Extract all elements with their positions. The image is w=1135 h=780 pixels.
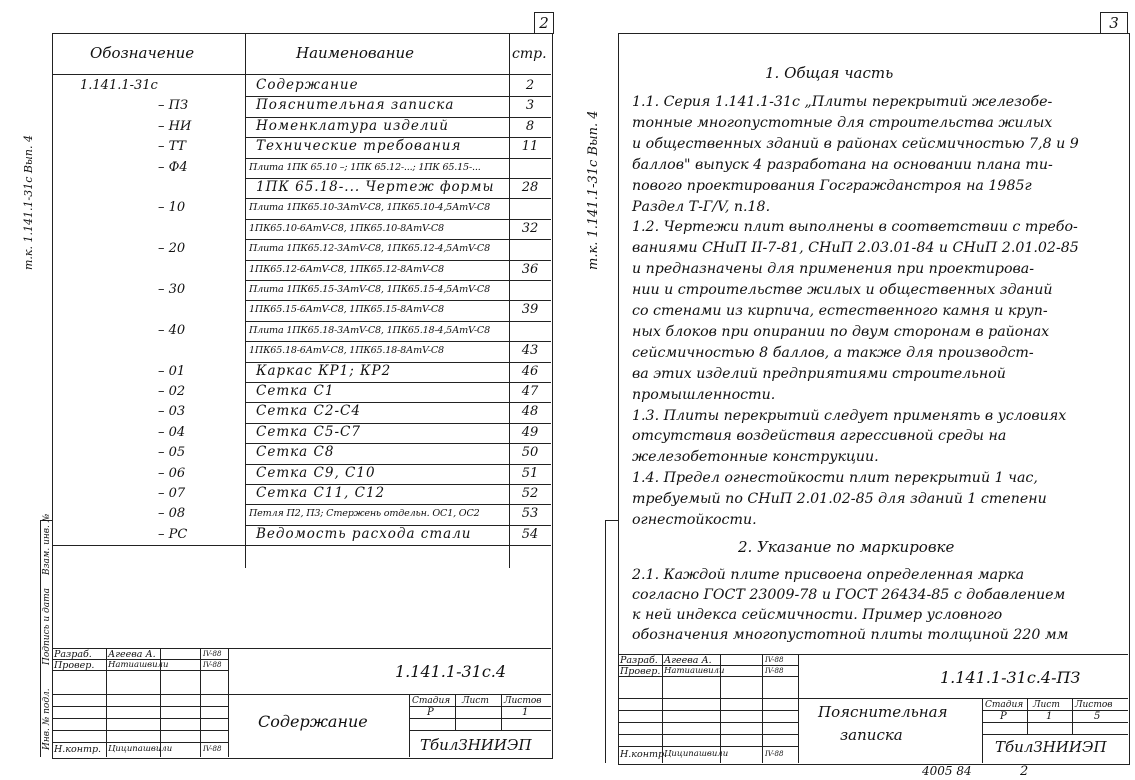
toc-row-name: Пояснительная записка (256, 97, 455, 114)
toc-row-code: – Ф4 (158, 159, 188, 175)
left-doc-title: Содержание (258, 712, 368, 731)
left-sheets-header: Листов (504, 696, 542, 706)
left-role-checker: Провер. (54, 660, 95, 671)
toc-row-line (245, 158, 551, 159)
toc-row-code: – 30 (158, 282, 186, 297)
toc-row-page: 36 (521, 261, 539, 277)
toc-row-code: – 07 (158, 486, 186, 501)
toc-row-name: Плита 1ПК65.12-3АтV-С8, 1ПК65.12-4,5АтV-С8 (249, 243, 490, 255)
toc-row-page: 3 (525, 98, 535, 114)
right-page-number: 3 (1100, 12, 1128, 34)
right-title-line1: Пояснительная (818, 703, 948, 721)
text-line: согласно ГОСТ 23009-78 и ГОСТ 26434-85 с добавлением (632, 587, 1066, 603)
text-line: 1.3. Плиты перекрытий следует применять в условиях (632, 407, 1067, 424)
text-line: и предназначены для применения при проектирова- (632, 261, 1035, 278)
text-line: сейсмичностью 8 баллов, а также для производст- (632, 344, 1034, 361)
toc-row-page: 11 (521, 139, 539, 155)
archive-number: 4005 84 (922, 764, 972, 778)
toc-row-name: 1ПК65.18-6АтV-С8, 1ПК65.18-8АтV-С8 (249, 345, 444, 357)
toc-row-name: Сетка С8 (256, 444, 335, 461)
toc-row-line (245, 219, 551, 220)
toc-row-line (245, 198, 551, 199)
toc-row-name: Петля П2, П3; Стержень отдельн. ОС1, ОС2 (249, 508, 480, 520)
toc-row-name: 1ПК65.10-6АтV-С8, 1ПК65.10-8АтV-С8 (249, 222, 444, 234)
toc-row-name: Ведомость расхода стали (256, 525, 472, 542)
margin-label-vzam: Взам. инв. № (42, 513, 52, 575)
toc-row-page: 52 (521, 486, 539, 501)
toc-row-page: 28 (521, 180, 539, 195)
right-organization: ТбилЗНИИЭП (995, 738, 1107, 756)
toc-row-page: 53 (521, 506, 539, 522)
toc-row-page: 8 (525, 118, 535, 134)
left-role-norm: Н.контр. (54, 744, 102, 755)
toc-row-code: – ПЗ (158, 98, 189, 114)
right-name-developer: Агеева А. (664, 655, 712, 666)
right-sheets: 5 (1094, 711, 1101, 722)
left-sheet-header: Лист (462, 696, 489, 706)
text-line: железобетонные конструкции. (632, 449, 879, 466)
text-line: к ней индекса сейсмичности. Пример условного (632, 607, 1003, 623)
toc-row-name: 1ПК65.12-6АтV-С8, 1ПК65.12-8АтV-С8 (249, 263, 444, 275)
col-header-code: Обозначение (90, 44, 195, 62)
text-line: промышленности. (632, 386, 776, 403)
toc-row-code: – 06 (158, 465, 186, 481)
right-title-line2: записка (840, 726, 903, 744)
toc-row-page: 54 (521, 526, 539, 542)
text-line: 1.2. Чертежи плит выполнены в соответствии с требо- (632, 219, 1078, 236)
toc-row-name: Плита 1ПК65.10-3АтV-С8, 1ПК65.10-4,5АтV-С8 (249, 202, 490, 214)
toc-row-name: Сетка С2-С4 (256, 403, 361, 420)
toc-row-code: – 02 (158, 384, 186, 399)
text-line: нии и строительстве жилых и общественных зданий (632, 282, 1053, 299)
right-name-checker: Натиашвили (664, 666, 725, 676)
right-role-checker: Провер. (620, 666, 661, 677)
text-line: тонные многопустотные для строительства жилых (632, 114, 1053, 131)
toc-row-line (245, 280, 551, 281)
left-date-2: IV-88 (203, 661, 222, 669)
toc-row-page: 49 (521, 424, 539, 440)
right-date-3: IV-88 (765, 750, 784, 758)
text-line: отсутствия воздействия агрессивной среды на (632, 428, 1007, 445)
text-line: со стенами из кирпича, естественного камня и круп- (632, 303, 1048, 319)
toc-row-code: – 20 (158, 241, 186, 257)
right-role-norm: Н.контр. (620, 749, 668, 760)
right-stage-header: Стадия (985, 700, 1024, 710)
toc-row-code: 1.141.1-31с (80, 78, 158, 93)
text-line: 1.4. Предел огнестойкости плит перекрытий 1 час, (632, 470, 1038, 487)
section2-heading: 2. Указание по маркировке (738, 538, 955, 556)
toc-row-name: 1ПК65.15-6АтV-С8, 1ПК65.15-8АтV-С8 (249, 304, 444, 316)
toc-row-name: Сетка С11, С12 (256, 485, 386, 501)
text-line: баллов" выпуск 4 разработана на основании плана ти- (632, 156, 1053, 173)
text-line: ных блоков при опирании по двум сторонам в районах (632, 323, 1050, 340)
toc-row-page: 47 (521, 384, 539, 399)
text-line: и общественных зданий в районах сейсмичностью 7,8 и 9 (632, 135, 1079, 152)
right-name-norm: Циципашвили (664, 749, 729, 759)
toc-row-name: Сетка С1 (256, 383, 335, 399)
toc-row-name: Плита 1ПК65.15-3АтV-С8, 1ПК65.15-4,5АтV-С8 (249, 284, 490, 295)
left-role-developer: Разраб. (54, 649, 92, 660)
col-header-name: Наименование (296, 44, 415, 62)
right-sheets-header: Листов (1075, 700, 1113, 710)
right-document-code: 1.141.1-31с.4-ПЗ (940, 668, 1081, 687)
toc-row-name: Номенклатура изделий (256, 117, 449, 134)
toc-row-page: 43 (521, 343, 539, 359)
toc-row-name: Содержание (256, 77, 359, 93)
right-date-2: IV-88 (765, 667, 784, 675)
toc-row-name: Технические требования (256, 138, 462, 155)
left-date-3: IV-88 (203, 745, 222, 753)
right-date-1: IV-88 (765, 656, 784, 664)
toc-row-name: Сетка С9, С10 (256, 464, 376, 481)
toc-row-page: 46 (521, 363, 539, 379)
toc-row-line (245, 504, 551, 505)
text-line: огнестойкости. (632, 512, 757, 528)
toc-row-code: – 40 (158, 322, 186, 338)
left-stage: Р (427, 707, 434, 718)
text-line: 1.1. Серия 1.141.1-31с „Плиты перекрытий железобе- (632, 94, 1053, 110)
text-line: ваниями СНиП II-7-81, СНиП 2.03.01-84 и СНиП 2.01.02-85 (632, 240, 1079, 257)
left-stage-header: Стадия (412, 696, 451, 706)
toc-row-page: 32 (521, 220, 539, 236)
text-line: пового проектирования Госгражданстроя на 1985г (632, 177, 1032, 194)
left-name-norm: Циципашвили (108, 744, 173, 754)
toc-row-name: Плита 1ПК65.18-3АтV-С8, 1ПК65.18-4,5АтV-С8 (249, 324, 490, 336)
text-line: 2.1. Каждой плите присвоена определенная марка (632, 567, 1025, 583)
toc-row-code: – 03 (158, 404, 186, 420)
toc-row-line (245, 260, 551, 261)
toc-row-page: 39 (521, 302, 539, 318)
left-name-checker: Натиашвили (108, 660, 169, 670)
toc-row-page: 48 (521, 404, 539, 420)
toc-row-code: – 04 (158, 424, 186, 440)
left-name-developer: Агеева А. (108, 649, 156, 660)
left-side-note: т.к. 1.141.1-31с Вып. 4 (22, 135, 35, 270)
text-line: ва этих изделий предприятиями строительной (632, 365, 1006, 382)
toc-row-code: – 01 (158, 363, 186, 379)
right-sheet-header: Лист (1033, 700, 1060, 710)
toc-row-page: 51 (521, 465, 539, 481)
right-sheet: 1 (1046, 711, 1053, 722)
text-line: обозначения многопустотной плиты толщиной 220 мм (632, 627, 1069, 643)
toc-row-line (245, 341, 551, 342)
toc-row-page: 50 (521, 445, 539, 461)
left-document-code: 1.141.1-31с.4 (395, 662, 507, 681)
right-role-developer: Разраб. (620, 655, 658, 666)
toc-row-code: – 10 (158, 200, 186, 216)
text-line: Раздел Т-Г/V, п.18. (632, 198, 771, 215)
archive-page: 2 (1020, 764, 1029, 779)
toc-row-code: – ТТ (158, 139, 186, 155)
toc-row-name: 1ПК 65.18-... Чертеж формы (256, 179, 495, 195)
right-side-note: т.к. 1.141.1-31с Вып. 4 (586, 110, 601, 270)
text-line: требуемый по СНиП 2.01.02-85 для зданий 1 степени (632, 491, 1047, 508)
toc-row-code: – РС (158, 526, 188, 542)
toc-row-name: Плита 1ПК 65.10 –; 1ПК 65.12-...; 1ПК 65.15-... (249, 161, 481, 173)
toc-row-line (245, 239, 551, 240)
section1-heading: 1. Общая часть (765, 64, 894, 82)
left-date-1: IV-88 (203, 650, 222, 658)
toc-row-page: 2 (525, 78, 535, 93)
toc-row-name: Каркас КР1; КР2 (256, 362, 392, 379)
left-sheets: 1 (522, 707, 529, 718)
toc-row-code: – 05 (158, 445, 186, 461)
left-page-number: 2 (534, 12, 554, 34)
col-header-page: стр. (512, 46, 547, 62)
toc-row-code: – НИ (158, 118, 192, 134)
toc-row-line (245, 300, 551, 301)
left-organization: ТбилЗНИИЭП (420, 736, 532, 754)
margin-label-inv: Инв. № подл. (42, 688, 52, 750)
margin-label-sign: Подпись и дата (42, 588, 52, 665)
right-stage: Р (1000, 711, 1007, 722)
toc-row-name: Сетка С5-С7 (256, 423, 361, 440)
toc-row-code: – 08 (158, 506, 186, 522)
toc-row-line (245, 321, 551, 322)
